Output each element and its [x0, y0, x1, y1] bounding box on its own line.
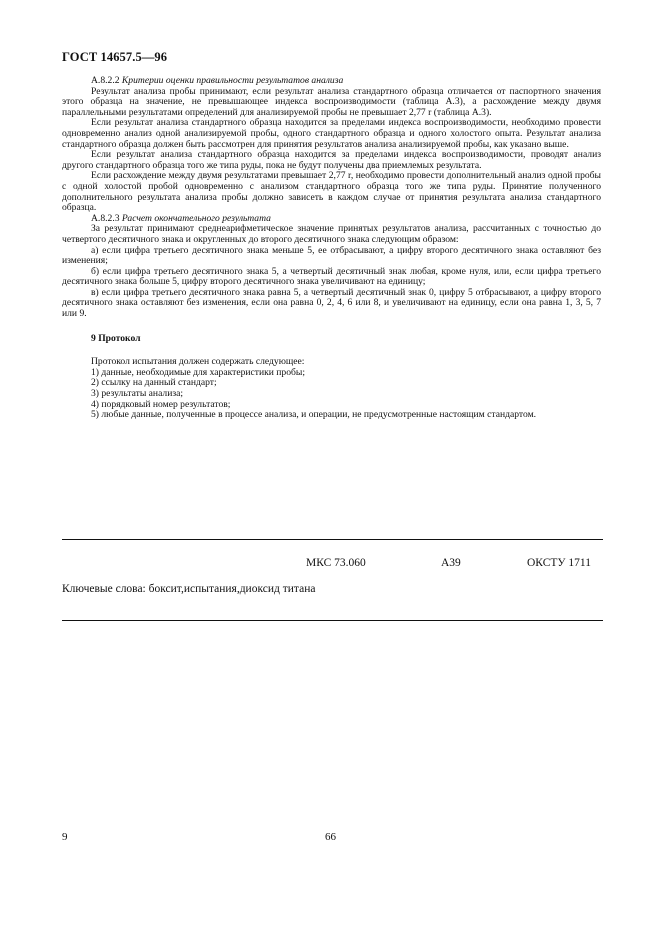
subsection-number: А.8.2.2 — [91, 75, 120, 86]
classification-code: А39 — [441, 557, 461, 569]
subsection-number: А.8.2.3 — [91, 212, 120, 224]
paragraph: За результат принимают среднеарифметическое значение принятых результатов анализа, рассчитанных с точностью до четвертого десятичного знака и округленных до второго десятичного знака следующим образом: — [62, 223, 601, 245]
paragraph: Если расхождение между двумя результатами превышает 2,77 r, необходимо провести дополнительный анализ одной пробы с одной холостой пробой одновременно с анализом стандартного образца того же типа руды. Принятие полученного дополнительного результата анализа пробы должно зависеть в каждом случае от принятия результата анализа стандартного образца. — [62, 170, 601, 214]
subsection-title: Критерии оценки правильности результатов анализа — [121, 75, 344, 86]
list-item: 4) порядковый номер результатов; — [91, 398, 231, 410]
okstu-code: ОКСТУ 1711 — [527, 557, 591, 569]
subsection-title: Расчет окончательного результата — [121, 212, 271, 224]
paragraph: Если результат анализа стандартного образца находится за пределами индекса воспроизводимости, проводят анализ другого стандартного образца того же типа руды, пока не будут получены два приемлемых результата. — [62, 149, 601, 171]
document-body — [62, 76, 601, 421]
footer-left-number: 9 — [62, 831, 68, 843]
list-item: а) если цифра третьего десятичного знака меньше 5, ее отбрасывают, а цифру второго десятичного знака оставляют без изменения; — [62, 244, 601, 267]
list-item: 1) данные, необходимые для характеристики пробы; — [91, 366, 306, 378]
paragraph: Протокол испытания должен содержать следующее: — [91, 356, 305, 368]
paragraph: Если результат анализа стандартного образца находится за пределами индекса воспроизводимости, необходимо провести одновременно анализ одной анализируемой пробы, одного стандартного образца и одного холостого опыта. Результат анализа стандартного образца должен быть рассмотрен для принятия результатов анализа анализируемой пробы, как указано выше. — [62, 117, 601, 150]
subsection-a822-heading — [62, 76, 601, 87]
section-9-heading: 9 Протокол — [91, 332, 141, 344]
mks-code: МКС 73.060 — [306, 557, 366, 569]
list-item: 3) результаты анализа; — [91, 388, 184, 400]
divider — [62, 539, 603, 540]
keywords: Ключевые слова: боксит,испытания,диоксид титана — [62, 583, 316, 595]
list-item: 5) любые данные, полученные в процессе анализа, и операции, не предусмотренные настоящим стандартом. — [91, 409, 537, 421]
list-item: 2) ссылку на данный стандарт; — [91, 377, 217, 389]
document-header: ГОСТ 14657.5—96 — [62, 50, 168, 64]
paragraph: Результат анализа пробы принимают, если результат анализа стандартного образца отличается от паспортного значения этого образца на значение, не превышающее индекса воспроизводимости (таблица А.3), а расхождение между двумя параллельными результатами определений для анализируемой пробы не превышает 2,77 r (таблица А.3). — [62, 85, 601, 118]
page-number: 66 — [325, 831, 336, 843]
list-item: б) если цифра третьего десятичного знака 5, а четвертый десятичный знак любая, кроме нуля, или, если цифра третьего десятичного знака больше 5, цифру второго десятичного знака увеличивают на единицу; — [62, 265, 601, 288]
divider — [62, 620, 603, 621]
list-item: в) если цифра третьего десятичного знака равна 5, а четвертый десятичный знак 0, цифру 5 отбрасывают, а цифру второго десятичного знака оставляют без изменения, если она равна 0, 2, 4, 6 или 8, и увеличивают на единицу, если она равна 1, 3, 5, 7 или 9. — [62, 286, 601, 320]
